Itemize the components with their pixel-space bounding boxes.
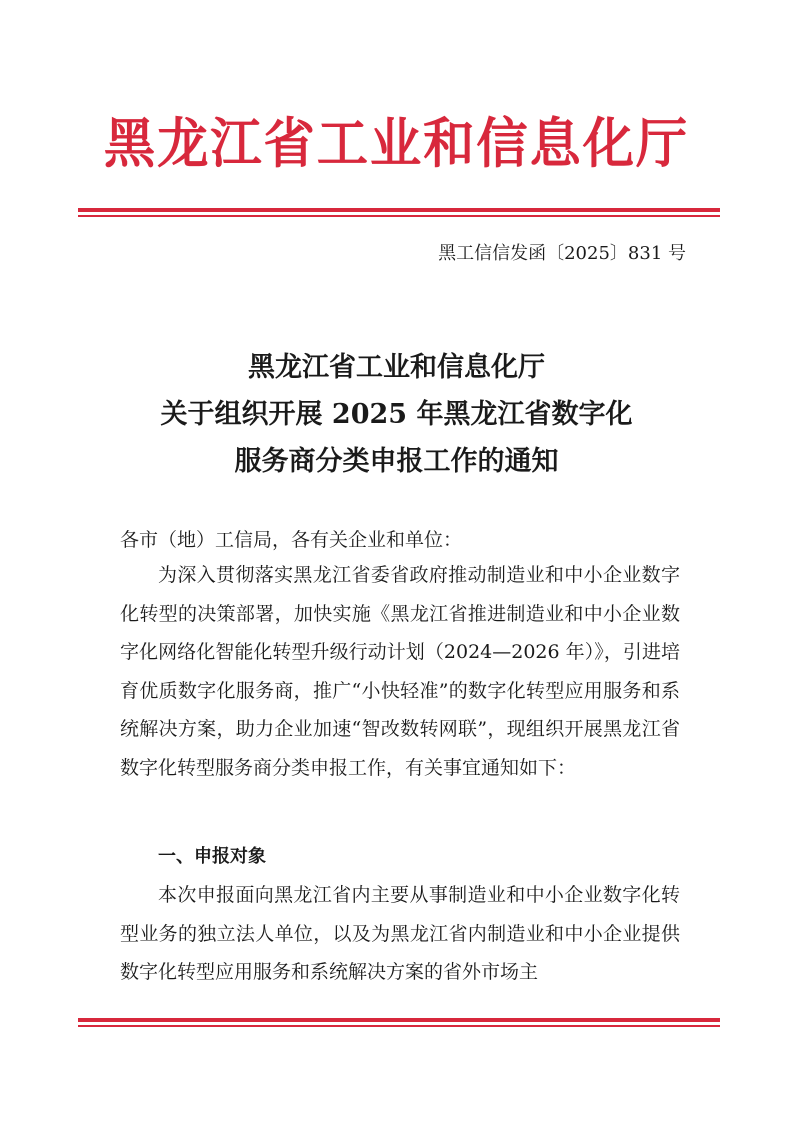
document-number: 黑工信信发函〔2025〕831 号 bbox=[438, 243, 686, 264]
body-paragraph-intro: 为深入贯彻落实黑龙江省委省政府推动制造业和中小企业数字化转型的决策部署，加快实施《黑龙江省推进制造业和中小企业数字化网络化智能化转型升级行动计划（2024—2026 年）》，引进培育优质数字化服务商，推广“小快轻准”的数字化转型应用服务和系统解决方案，助力企业加速“智改数转网联”，现组织开展黑龙江省数字化转型服务商分类申报工作，有关事宜通知如下： bbox=[120, 564, 680, 779]
title-line-2: 关于组织开展 2025 年黑龙江省数字化 bbox=[160, 399, 633, 430]
salutation: 各市（地）工信局，各有关企业和单位： bbox=[120, 529, 463, 551]
body-paragraph-applicants: 本次申报面向黑龙江省内主要从事制造业和中小企业数字化转型业务的独立法人单位，以及为黑龙江省内制造业和中小企业提供数字化转型应用服务和系统解决方案的省外市场主 bbox=[120, 884, 680, 983]
title-line-3: 服务商分类申报工作的通知 bbox=[234, 446, 559, 477]
header-divider-thick bbox=[78, 208, 720, 212]
masthead-title: 黑龙江省工业和信息化厅 bbox=[103, 111, 690, 175]
footer-divider-thick bbox=[78, 1018, 720, 1022]
footer-divider-thin bbox=[78, 1025, 720, 1027]
header-divider-thin bbox=[78, 215, 720, 217]
title-line-1: 黑龙江省工业和信息化厅 bbox=[248, 352, 545, 383]
document-title bbox=[0, 344, 793, 485]
section-heading-1: 一、申报对象 bbox=[158, 846, 266, 867]
